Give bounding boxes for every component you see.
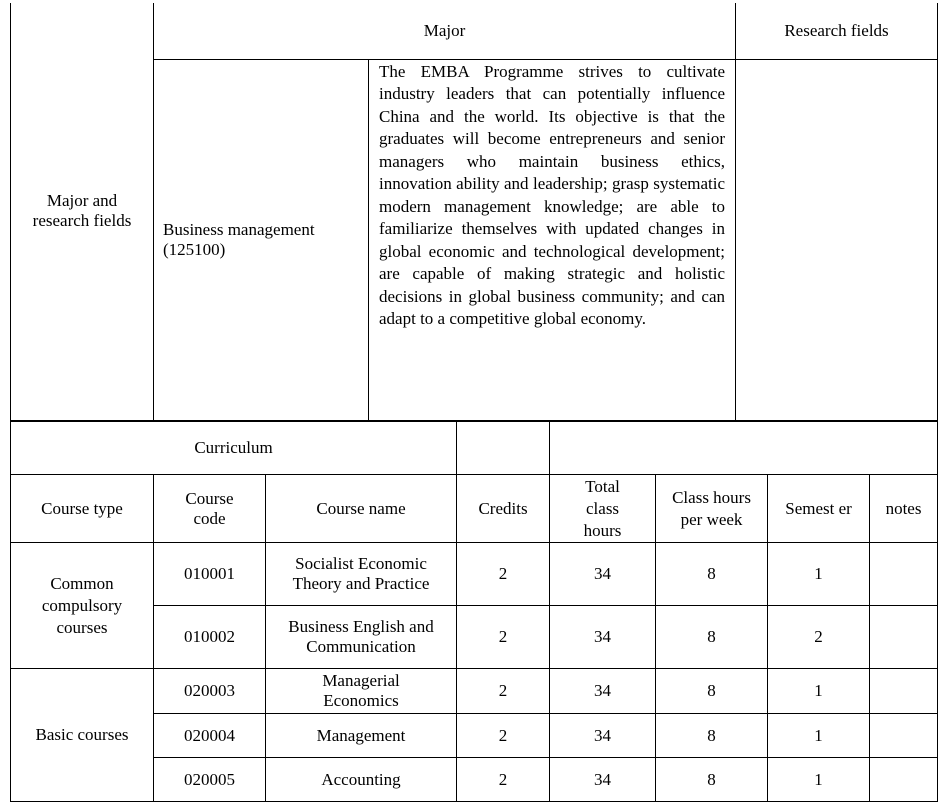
major-research-table: [10, 3, 938, 421]
course-code-text: 020004: [184, 725, 235, 745]
course-name-cell: [266, 758, 457, 802]
hours-per-week-text: 8: [707, 725, 716, 745]
credits-text: 2: [498, 725, 508, 745]
hours-per-week-cell: [656, 543, 768, 606]
curriculum-title-cell: [11, 422, 457, 475]
course-type-cell: [11, 669, 154, 802]
course-type-text: Common compulsory courses: [41, 573, 123, 637]
semester-text: 1: [814, 725, 823, 745]
table-row: [11, 669, 938, 714]
research-fields-cell: [736, 59, 938, 420]
credits-text: 2: [498, 627, 508, 646]
course-code-cell: [154, 543, 266, 606]
hours-per-week-text: 8: [707, 681, 716, 700]
course-code-text: 020003: [184, 681, 235, 700]
header-credits-text: Credits: [478, 498, 528, 518]
total-hours-cell: [550, 669, 656, 714]
semester-cell: [768, 606, 870, 669]
course-code-cell: [154, 714, 266, 758]
semester-cell: [768, 758, 870, 802]
semester-text: 1: [814, 681, 823, 700]
major-research-label-text: Major and research fields: [32, 191, 132, 231]
total-hours-text: 34: [594, 769, 612, 789]
hours-per-week-cell: [656, 669, 768, 714]
course-name-text: Socialist Economic Theory and Practice: [292, 553, 430, 593]
total-hours-cell: [550, 606, 656, 669]
major-header-text: Major: [423, 20, 466, 40]
major-name-cell: [154, 59, 369, 420]
header-semester-text: Semest er: [785, 499, 852, 518]
total-hours-cell: [550, 758, 656, 802]
header-hours-per-week-text: Class hours per week: [672, 487, 751, 529]
credits-cell: [457, 606, 550, 669]
semester-text: 2: [814, 627, 823, 646]
total-hours-cell: [550, 543, 656, 606]
table-row: [11, 543, 938, 606]
total-hours-text: 34: [594, 681, 612, 700]
total-hours-cell: [550, 714, 656, 758]
course-type-cell: [11, 543, 154, 669]
curriculum-title-empty: [550, 422, 938, 475]
course-name-cell: [266, 606, 457, 669]
notes-cell: [870, 606, 938, 669]
course-name-text: Managerial Economics: [322, 670, 400, 710]
header-course-code-text: Course code: [185, 488, 234, 528]
hours-per-week-text: 8: [707, 627, 716, 646]
credits-cell: [457, 669, 550, 714]
semester-text: 1: [814, 564, 823, 583]
header-course-name-text: Course name: [316, 498, 406, 518]
header-hours-per-week: [656, 475, 768, 543]
major-description-cell: [369, 59, 736, 420]
course-name-cell: [266, 543, 457, 606]
course-name-cell: [266, 669, 457, 714]
credits-cell: [457, 758, 550, 802]
major-description-text: The EMBA Programme strives to cultivate industry leaders that can potentially influence China and the world. Its objective is that the graduates will become entrepreneurs and senior managers who maintain business ethics, innovation ability and leadership; grasp systematic modern management knowledge; are able to familiarize themselves with updated changes in global economic and technological development; are capable of making strategic and holistic decisions in global business community; and can adapt to a competitive global economy.: [379, 61, 726, 328]
notes-cell: [870, 758, 938, 802]
credits-cell: [457, 543, 550, 606]
curriculum-title-spacer: [457, 422, 550, 475]
header-credits: [457, 475, 550, 543]
semester-cell: [768, 669, 870, 714]
hours-per-week-text: 8: [707, 564, 716, 583]
credits-cell: [457, 714, 550, 758]
notes-cell: [870, 669, 938, 714]
credits-text: 2: [498, 769, 508, 789]
course-name-text: Management: [316, 725, 406, 745]
header-course-type: [11, 475, 154, 543]
header-course-type-text: Course type: [41, 498, 123, 518]
course-code-text: 020005: [184, 769, 235, 789]
major-research-label: [11, 3, 154, 420]
course-name-text: Accounting: [321, 769, 401, 789]
major-header: [154, 3, 736, 59]
curriculum-title: Curriculum: [194, 438, 273, 457]
notes-cell: [870, 714, 938, 758]
header-notes: [870, 475, 938, 543]
total-hours-text: 34: [594, 627, 612, 646]
semester-text: 1: [814, 769, 823, 789]
hours-per-week-text: 8: [707, 769, 716, 789]
research-fields-header-text: Research fields: [784, 20, 889, 40]
curriculum-table: [10, 421, 938, 802]
total-hours-text: 34: [594, 725, 612, 745]
course-name-cell: [266, 714, 457, 758]
header-total-hours-text: Total class hours: [583, 476, 622, 540]
total-hours-text: 34: [594, 564, 612, 583]
credits-text: 2: [498, 681, 508, 700]
course-code-cell: [154, 758, 266, 802]
hours-per-week-cell: [656, 714, 768, 758]
semester-cell: [768, 714, 870, 758]
header-notes-text: notes: [885, 498, 922, 518]
header-course-name: [266, 475, 457, 543]
course-name-text: Business English and Communication: [288, 616, 434, 656]
credits-text: 2: [498, 564, 508, 583]
course-code-cell: [154, 669, 266, 714]
header-total-hours: [550, 475, 656, 543]
course-code-cell: [154, 606, 266, 669]
hours-per-week-cell: [656, 758, 768, 802]
notes-cell: [870, 543, 938, 606]
course-type-text: Basic courses: [35, 725, 129, 744]
course-code-text: 010001: [184, 564, 235, 583]
header-semester: [768, 475, 870, 543]
course-code-text: 010002: [184, 627, 235, 646]
major-name-text: Business management (125100): [163, 219, 315, 259]
hours-per-week-cell: [656, 606, 768, 669]
header-course-code: [154, 475, 266, 543]
semester-cell: [768, 543, 870, 606]
research-fields-header: [736, 3, 938, 59]
